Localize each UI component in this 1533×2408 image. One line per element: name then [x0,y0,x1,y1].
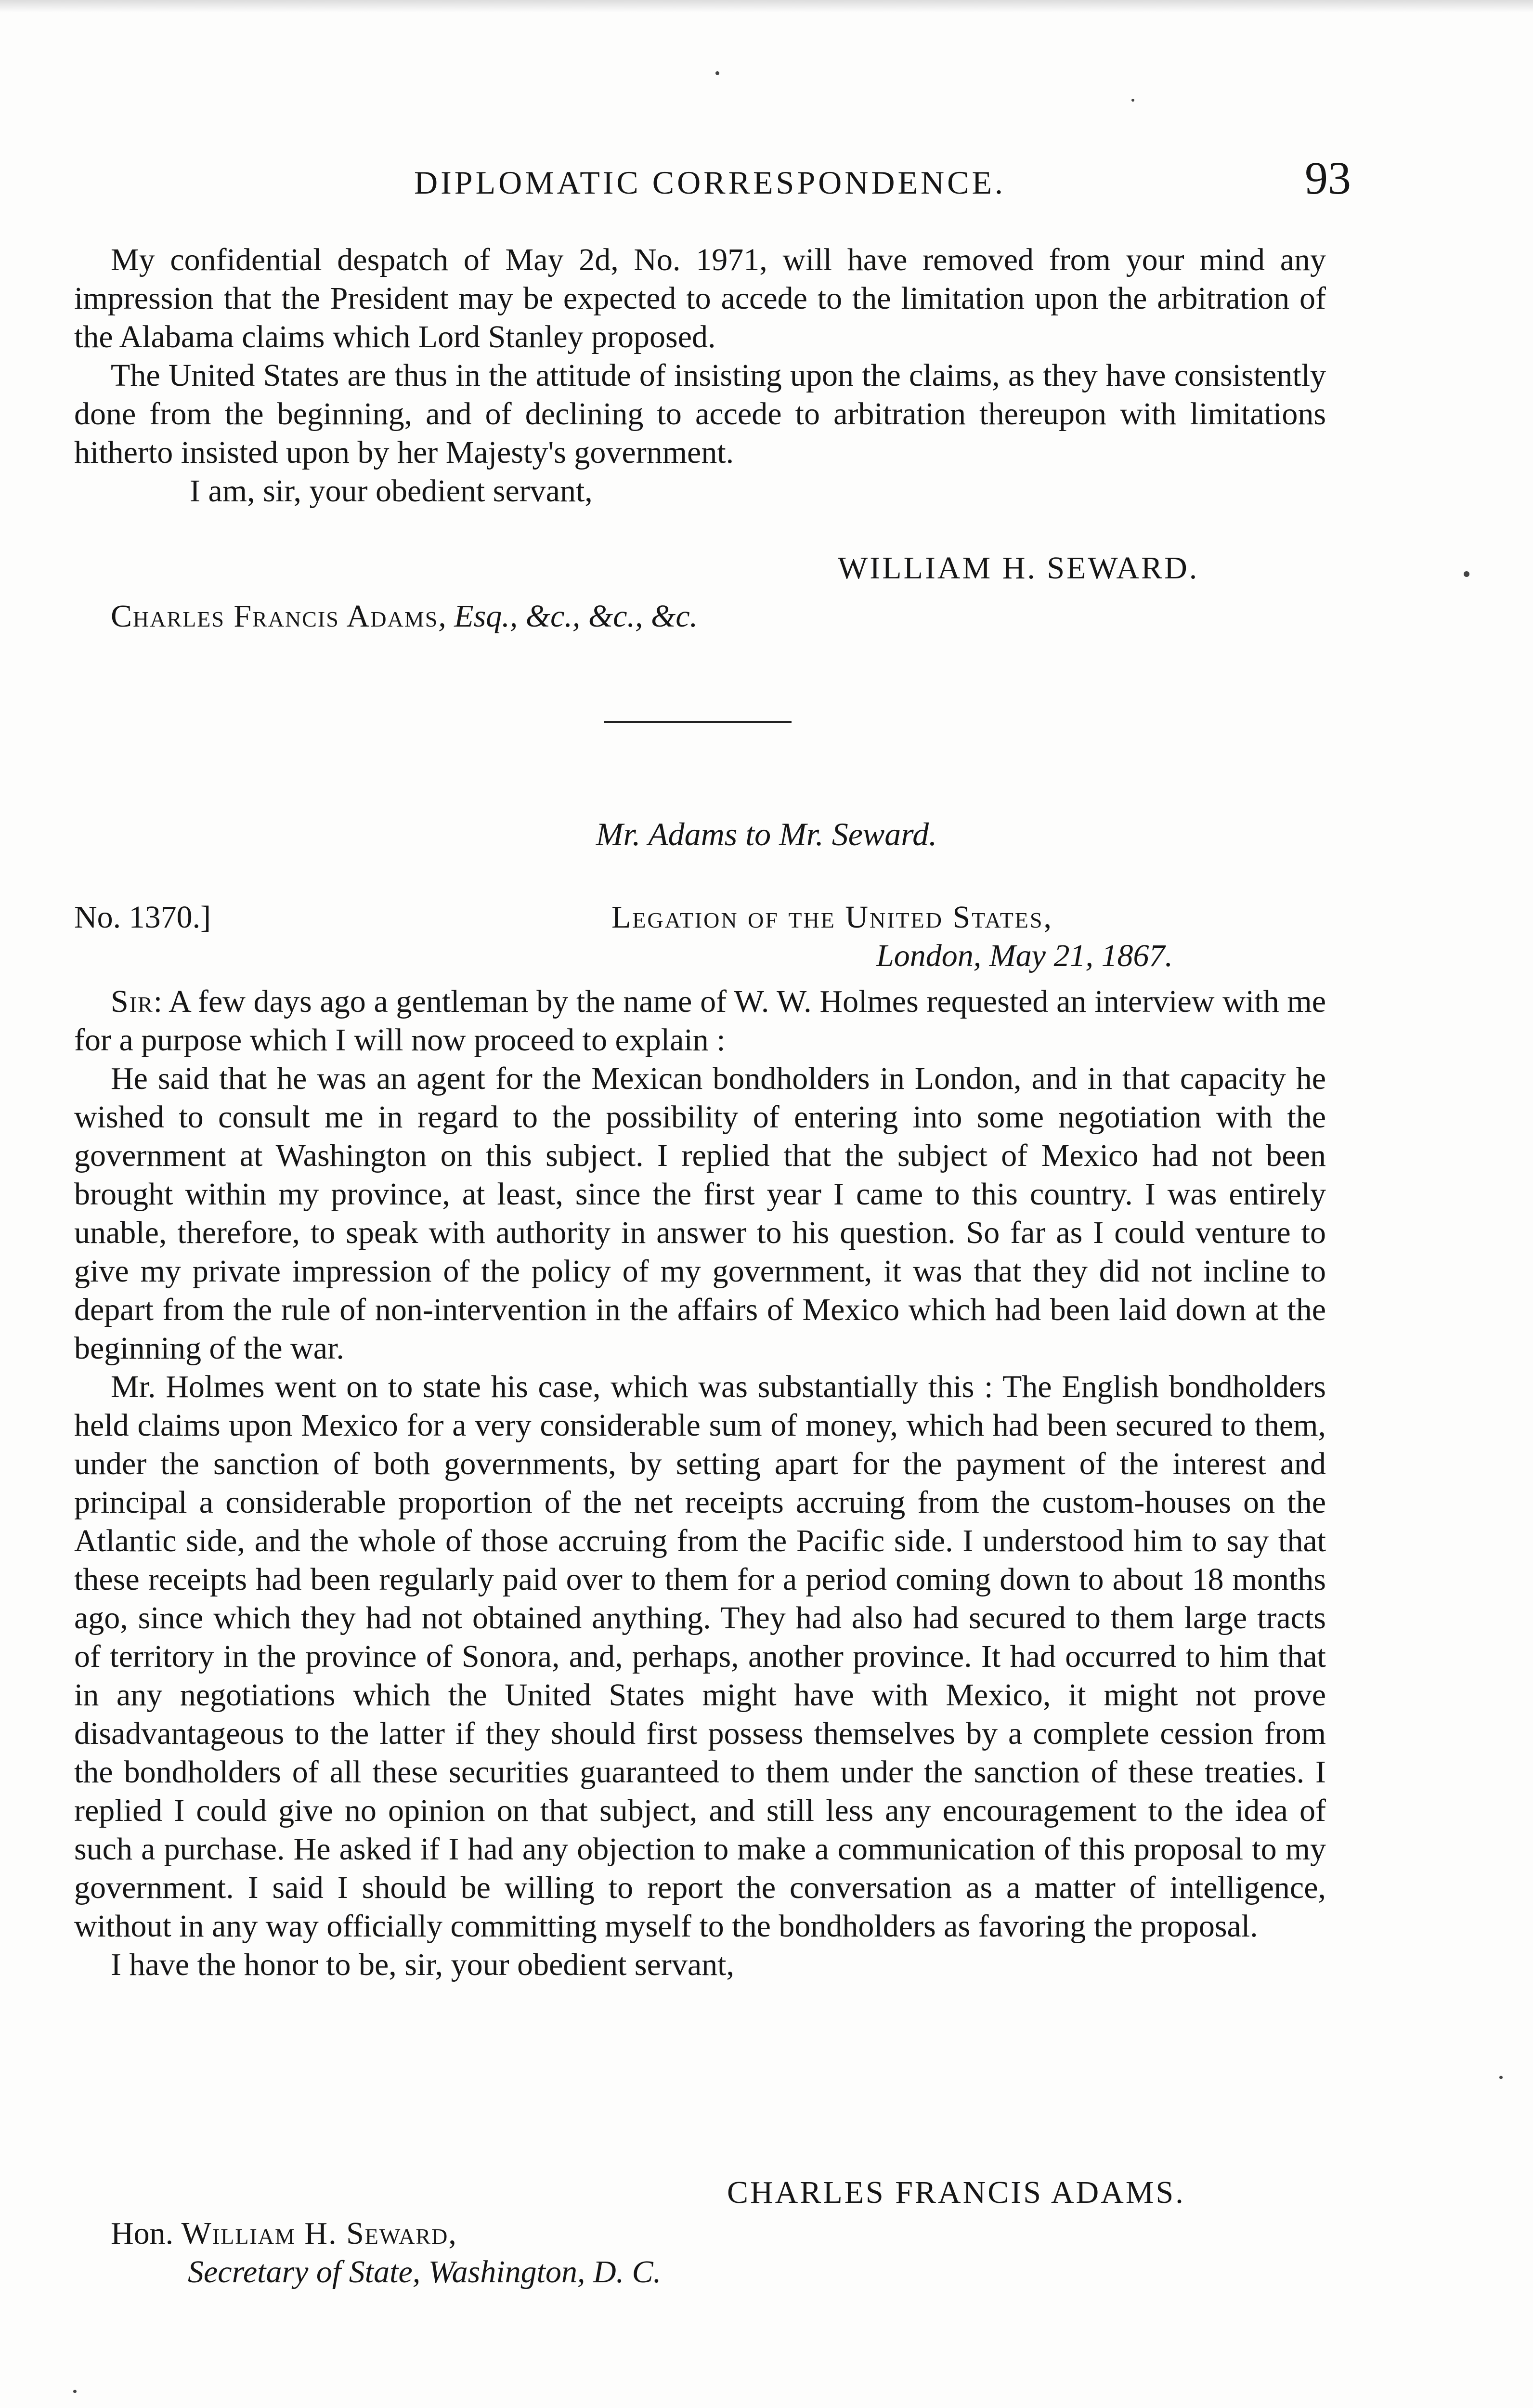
letter2-paragraph-2: He said that he was an agent for the Mexican bondholders in London, and in that capacity he wished to consult me in regard to the possibility of entering into some negotiation with the government at Washington on this subject. I replied that the subject of Mexico had not been brought within my province, at least, since the first year I came to this country. I was entirely unable, therefore, to speak with authority in answer to his question. So far as I could venture to give my private impression of the policy of my government, it was that they did not incline to depart from the rule of non-intervention in the affairs of Mexico which had been laid down at the beginning of the war. [74,1061,1326,1366]
letter2-paragraph-3: Mr. Holmes went on to state his case, which was substantially this : The English bondholders held claims upon Mexico for a very considerable sum of money, which had been secured to them, under the sanction of both governments, by setting apart for the payment of the interest and principal a considerable proportion of the net receipts accruing from the custom-houses on the Atlantic side, and the whole of those accruing from the Pacific side. I understood him to say that these receipts had been regularly paid over to them for a period coming down to about 18 months ago, since which they had not obtained anything. They had also had secured to them large tracts of territory in the province of Sonora, and, perhaps, another province. It had occurred to him that in any negotiations which the United States might have with Mexico, it might not prove disadvantageous to the latter if they should first possess themselves by a complete cession from the bondholders of all these securities guaranteed to them under the sanction of these treaties. I replied I could give no opinion on that subject, and still less any encouragement to the idea of such a purchase. He asked if I had any objection to make a communication of this proposal to my government. I said I should be willing to report the conversation as a matter of intelligence, without in any way officially committing myself to the bondholders as favoring the proposal. [74,1369,1326,1944]
letter1-addressee-suffix: , Esq., &c., &c., &c. [438,599,698,634]
letter1-paragraph-2: The United States are thus in the attitude of insisting upon the claims, as they have consistently done from the beginning, and of declining to accede to arbitration thereupon with limitations hitherto insisted upon by her Majesty's government. [74,358,1326,470]
scan-speck [73,2390,77,2393]
letter1-closing: I am, sir, your obedient servant, [190,473,593,509]
scan-speck [1499,2076,1503,2079]
letter2-paragraph-1-text: : A few days ago a gentleman by the name of W. W. Holmes requested an interview with me for a purpose which I will now proceed to explain : [74,984,1326,1058]
letter1-paragraph-1: My confidential despatch of May 2d, No. 1971, will have removed from your mind any impression that the President may be expected to accede to the limitation upon the arbitration of the Alabama claims which Lord Stanley proposed. [74,242,1326,354]
letter2-legation: Legation of the United States, [611,900,1053,935]
running-head [0,144,1533,202]
letter2-addressee-name: William H. Seward, [181,2216,457,2251]
letter2-salutation: Sir [111,984,154,1019]
scan-speck [1464,571,1469,577]
letter2-signature: CHARLES FRANCIS ADAMS. [727,2175,1185,2210]
running-head-title: DIPLOMATIC CORRESPONDENCE. [414,164,1006,201]
scan-speck [1131,99,1134,102]
scan-edge-band [0,0,1533,13]
page-number: 93 [1305,152,1351,204]
letter2-paragraph-1 [74,982,1326,1060]
letter2-addressee-title: Secretary of State, Washington, D. C. [188,2254,662,2290]
letter2-dateline: London, May 21, 1867. [876,938,1173,973]
letter1-addressee [111,598,698,635]
letter2-addressee-prefix: Hon. [111,2216,182,2251]
letter2-number: No. 1370.] [74,900,211,935]
scan-speck [715,71,719,75]
letter1-addressee-name: Charles Francis Adams [111,599,439,634]
letter2-heading: Mr. Adams to Mr. Seward. [596,816,937,852]
letter2-body [74,982,1326,1984]
letter1-body [74,241,1326,510]
letter1-signature: WILLIAM H. SEWARD. [838,550,1199,586]
letter2-closing: I have the honor to be, sir, your obedient servant, [111,1947,734,1982]
section-divider [604,721,792,723]
letter2-addressee [111,2215,457,2252]
